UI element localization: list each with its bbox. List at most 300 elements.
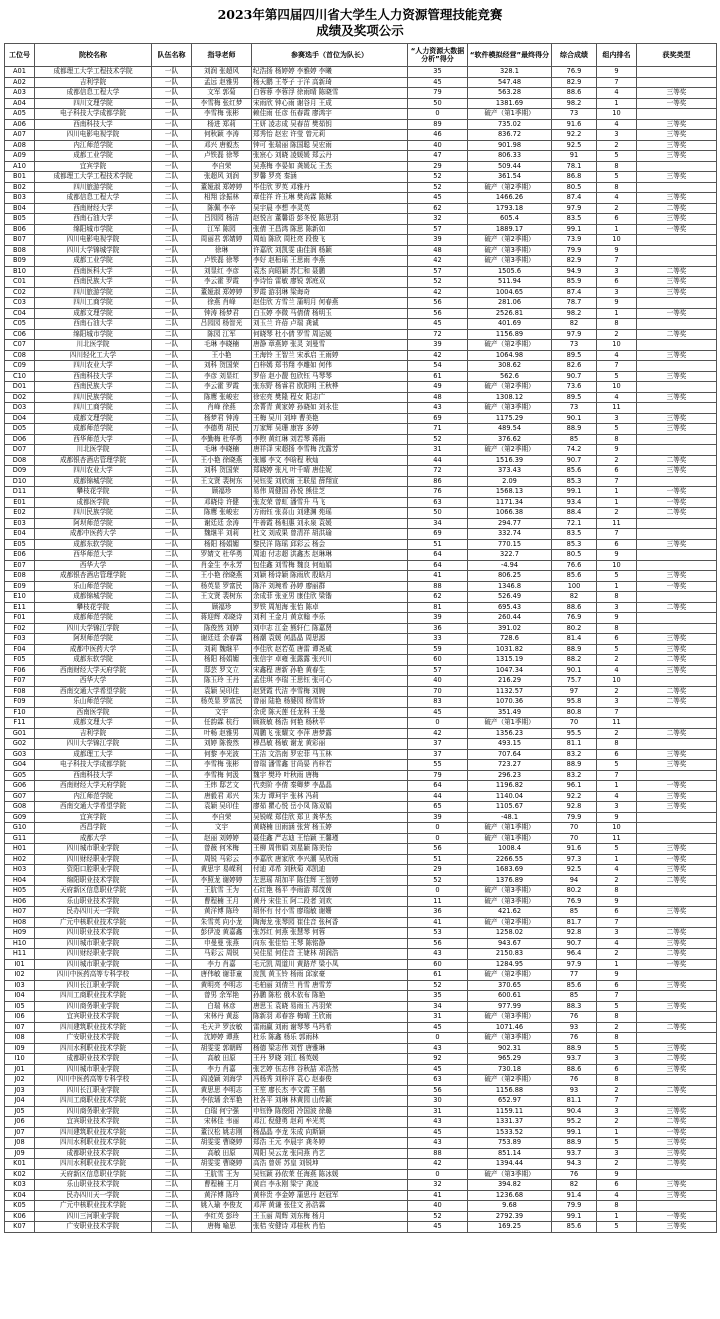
cell-col-players: 唐静 章燕婷 张灵 刘曼雪 xyxy=(252,340,408,351)
cell-col-advisor: 曹程楠 王月 xyxy=(192,1180,252,1191)
table-row xyxy=(5,1169,717,1180)
table-row xyxy=(5,245,717,256)
cell-col-team: 一队 xyxy=(152,991,192,1002)
cell-col-station: J06 xyxy=(5,1117,35,1128)
cell-col-team: 二队 xyxy=(152,256,192,267)
cell-col-award: 三等奖 xyxy=(637,193,717,204)
cell-col-sim-score: 1004.65 xyxy=(468,287,552,298)
cell-col-total: 73 xyxy=(552,109,597,120)
cell-col-players: 陈新羽 邓春容 梅晴 王欣雨 xyxy=(252,1012,408,1023)
cell-col-station: B01 xyxy=(5,172,35,183)
cell-col-hr-data-score: 92 xyxy=(408,1054,468,1065)
cell-col-players: 吴钰颖 孙依茉 任海燕 陈冰媛 xyxy=(252,1169,408,1180)
cell-col-rank: 4 xyxy=(597,392,637,403)
cell-col-station: I09 xyxy=(5,1043,35,1054)
table-row xyxy=(5,182,717,193)
cell-col-award: 三等奖 xyxy=(637,865,717,876)
table-row xyxy=(5,487,717,498)
table-row xyxy=(5,665,717,676)
cell-col-players: 顾筱敏 杨浩 何艳 杨秋平 xyxy=(252,718,408,729)
cell-col-hr-data-score: 34 xyxy=(408,1001,468,1012)
cell-col-players: 张宸心 刘晓 凌媛媛 郑云丹 xyxy=(252,151,408,162)
cell-col-sim-score: 2266.55 xyxy=(468,854,552,865)
cell-col-hr-data-score: 45 xyxy=(408,1222,468,1233)
cell-col-hr-data-score: 64 xyxy=(408,781,468,792)
cell-col-sim-score: 281.06 xyxy=(468,298,552,309)
cell-col-players: 万家辉 吴珊 康容 多婷 xyxy=(252,424,408,435)
header-col-rank: 组内排名 xyxy=(597,44,637,67)
cell-col-sim-score: 破产（第2季期） xyxy=(468,970,552,981)
cell-col-total: 90.7 xyxy=(552,938,597,949)
cell-col-players: 张娜 李文 李晗程 秋灿 xyxy=(252,455,408,466)
cell-col-station: A05 xyxy=(5,109,35,120)
cell-col-total: 76 xyxy=(552,1033,597,1044)
cell-col-rank: 4 xyxy=(597,865,637,876)
table-row xyxy=(5,203,717,214)
cell-col-players: 赖佳雨 任彦 伍春霞 廖鸿宇 xyxy=(252,109,408,120)
cell-col-total: 88.9 xyxy=(552,760,597,771)
cell-col-team: 二队 xyxy=(152,1085,192,1096)
cell-col-team: 一队 xyxy=(152,476,192,487)
table-row xyxy=(5,350,717,361)
cell-col-total: 91.6 xyxy=(552,844,597,855)
cell-col-rank: 9 xyxy=(597,970,637,981)
cell-col-station: B03 xyxy=(5,193,35,204)
cell-col-sim-score: 1070.36 xyxy=(468,697,552,708)
cell-col-hr-data-score: 49 xyxy=(408,382,468,393)
cell-col-players: 王柳 周伟娟 刘星颖 陈美怡 xyxy=(252,844,408,855)
cell-col-team: 二队 xyxy=(152,329,192,340)
cell-col-sim-score: 735.02 xyxy=(468,119,552,130)
cell-col-rank: 2 xyxy=(597,655,637,666)
cell-col-station: F05 xyxy=(5,655,35,666)
cell-col-rank: 6 xyxy=(597,634,637,645)
cell-col-team: 一队 xyxy=(152,907,192,918)
cell-col-players: 邓萍 黄谦 张佳文 孙浩霖 xyxy=(252,1201,408,1212)
cell-col-team: 二队 xyxy=(152,550,192,561)
cell-col-hr-data-score: 65 xyxy=(408,802,468,813)
cell-col-school: 西华师范大学 xyxy=(35,434,152,445)
cell-col-rank: 2 xyxy=(597,686,637,697)
cell-col-total: 99.1 xyxy=(552,224,597,235)
cell-col-total: 98.2 xyxy=(552,98,597,109)
cell-col-school: 西华大学 xyxy=(35,560,152,571)
cell-col-sim-score: 965.29 xyxy=(468,1054,552,1065)
cell-col-station: F08 xyxy=(5,686,35,697)
cell-col-advisor: 李红英 彭玲 xyxy=(192,1211,252,1222)
cell-col-award xyxy=(637,67,717,78)
cell-col-sim-score: 破产（第1季期） xyxy=(468,833,552,844)
cell-col-school: 绵阳城市学院 xyxy=(35,224,152,235)
cell-col-sim-score: 2.09 xyxy=(468,476,552,487)
cell-col-school: 成都锦城学院 xyxy=(35,476,152,487)
cell-col-team: 一队 xyxy=(152,623,192,634)
cell-col-sim-score: 1140.04 xyxy=(468,791,552,802)
cell-col-school: 成都中医药大学 xyxy=(35,529,152,540)
table-row xyxy=(5,224,717,235)
table-row xyxy=(5,749,717,760)
cell-col-rank: 6 xyxy=(597,1064,637,1075)
cell-col-advisor: 陈俊然 刘婷 xyxy=(192,623,252,634)
cell-col-station: G11 xyxy=(5,833,35,844)
cell-col-players: 付迪 邓希 刘秋菊 邓凯迪 xyxy=(252,865,408,876)
cell-col-players: 刘利 王金月 黄京翰 李乐 xyxy=(252,613,408,624)
cell-col-players: 黄启 李永刚 梁宁 龚凌 xyxy=(252,1180,408,1191)
table-row xyxy=(5,1222,717,1233)
table-row xyxy=(5,1211,717,1222)
cell-col-award xyxy=(637,518,717,529)
cell-col-hr-data-score: 0 xyxy=(408,886,468,897)
cell-col-total: 88.6 xyxy=(552,602,597,613)
cell-col-station: D09 xyxy=(5,466,35,477)
cell-col-team: 一队 xyxy=(152,88,192,99)
cell-col-rank: 9 xyxy=(597,67,637,78)
cell-col-station: H06 xyxy=(5,896,35,907)
table-row xyxy=(5,329,717,340)
cell-col-hr-data-score: 42 xyxy=(408,256,468,267)
cell-col-sim-score: 1008.4 xyxy=(468,844,552,855)
cell-col-players: 李诗怡 雷敏 廖锐 郭庭双 xyxy=(252,277,408,288)
cell-col-rank: 11 xyxy=(597,833,637,844)
cell-col-hr-data-score: 50 xyxy=(408,98,468,109)
cell-col-rank: 7 xyxy=(597,476,637,487)
cell-col-award: 一等奖 xyxy=(637,959,717,970)
cell-col-rank: 2 xyxy=(597,329,637,340)
cell-col-hr-data-score: 37 xyxy=(408,749,468,760)
cell-col-hr-data-score: 33 xyxy=(408,634,468,645)
cell-col-team: 一队 xyxy=(152,277,192,288)
table-row xyxy=(5,886,717,897)
cell-col-station: I05 xyxy=(5,1001,35,1012)
cell-col-station: E04 xyxy=(5,529,35,540)
cell-col-team: 一队 xyxy=(152,917,192,928)
cell-col-total: 93.4 xyxy=(552,497,597,508)
cell-col-rank: 4 xyxy=(597,665,637,676)
cell-col-rank: 10 xyxy=(597,676,637,687)
cell-col-rank: 2 xyxy=(597,1117,637,1128)
cell-col-hr-data-score: 44 xyxy=(408,791,468,802)
cell-col-station: E05 xyxy=(5,539,35,550)
cell-col-award: 三等奖 xyxy=(637,424,717,435)
cell-col-total: 97.9 xyxy=(552,203,597,214)
cell-col-sim-score: 509.44 xyxy=(468,161,552,172)
table-row xyxy=(5,1085,717,1096)
cell-col-award: 一等奖 xyxy=(637,98,717,109)
cell-col-station: I02 xyxy=(5,970,35,981)
cell-col-station: D04 xyxy=(5,413,35,424)
cell-col-total: 94 xyxy=(552,875,597,886)
cell-col-sim-score: 728.6 xyxy=(468,634,552,645)
document-subtitle: 成绩及奖项公示 xyxy=(316,23,404,38)
cell-col-team: 一队 xyxy=(152,686,192,697)
cell-col-total: 91.4 xyxy=(552,1190,597,1201)
cell-col-team: 一队 xyxy=(152,970,192,981)
cell-col-players: 李佳欣 赵若菟 唐雷 谭尧威 xyxy=(252,644,408,655)
cell-col-award: 三等奖 xyxy=(637,413,717,424)
cell-col-award xyxy=(637,707,717,718)
cell-col-hr-data-score: 45 xyxy=(408,1064,468,1075)
cell-col-award xyxy=(637,529,717,540)
cell-col-sim-score: 1258.02 xyxy=(468,928,552,939)
cell-col-total: 90.4 xyxy=(552,1106,597,1117)
cell-col-total: 73.9 xyxy=(552,235,597,246)
cell-col-hr-data-score: 36 xyxy=(408,907,468,918)
cell-col-total: 81.1 xyxy=(552,1096,597,1107)
cell-col-team: 二队 xyxy=(152,172,192,183)
cell-col-advisor: 董娅淑 郑婷婷 xyxy=(192,287,252,298)
cell-col-advisor: 相翔 涂振林 xyxy=(192,193,252,204)
cell-col-total: 88.9 xyxy=(552,1138,597,1149)
cell-col-team: 一队 xyxy=(152,224,192,235)
table-row xyxy=(5,854,717,865)
cell-col-station: A04 xyxy=(5,98,35,109)
cell-col-team: 二队 xyxy=(152,1096,192,1107)
header-col-total: 综合成绩 xyxy=(552,44,597,67)
cell-col-advisor: 陈佩 李辛 xyxy=(192,203,252,214)
cell-col-school: 成都大学 xyxy=(35,833,152,844)
cell-col-award: 三等奖 xyxy=(637,634,717,645)
cell-col-rank: 5 xyxy=(597,424,637,435)
cell-col-rank: 6 xyxy=(597,980,637,991)
cell-col-rank: 1 xyxy=(597,1127,637,1138)
cell-col-players: 曾丽 陆艳 杨婆园 杨雪娇 xyxy=(252,697,408,708)
cell-col-station: I06 xyxy=(5,1012,35,1023)
cell-col-players: 许嘉欣 刘凯雯 曲佳润 杨颖 xyxy=(252,245,408,256)
cell-col-sim-score: 1236.68 xyxy=(468,1190,552,1201)
cell-col-players: 王玉丽 周辉 刘东梅 杨月 xyxy=(252,1211,408,1222)
cell-col-award: 二等奖 xyxy=(637,329,717,340)
cell-col-sim-score: 332.74 xyxy=(468,529,552,540)
table-row xyxy=(5,865,717,876)
cell-col-advisor: 高敏 田原 xyxy=(192,1148,252,1159)
cell-col-total: 79.9 xyxy=(552,812,597,823)
cell-col-award: 二等奖 xyxy=(637,686,717,697)
cell-col-advisor: 谢廷廷 余涛 xyxy=(192,518,252,529)
cell-col-hr-data-score: 45 xyxy=(408,1022,468,1033)
cell-col-award: 一等奖 xyxy=(637,581,717,592)
cell-col-hr-data-score: 31 xyxy=(408,1012,468,1023)
cell-col-school: 成都银杏酒店管理学院 xyxy=(35,571,152,582)
cell-col-hr-data-score: 43 xyxy=(408,1043,468,1054)
cell-col-advisor: 姚入瑜 李俊友 xyxy=(192,1201,252,1212)
cell-col-hr-data-score: 71 xyxy=(408,424,468,435)
table-row xyxy=(5,728,717,739)
cell-col-school: 成都师范学院 xyxy=(35,424,152,435)
table-row xyxy=(5,319,717,330)
cell-col-award: 三等奖 xyxy=(637,539,717,550)
cell-col-sim-score: 破产（第2季期） xyxy=(468,340,552,351)
cell-col-award: 一等奖 xyxy=(637,854,717,865)
cell-col-rank: 3 xyxy=(597,928,637,939)
cell-col-hr-data-score: 70 xyxy=(408,686,468,697)
cell-col-sim-score: 373.43 xyxy=(468,466,552,477)
cell-col-advisor: 黄洋博 陈玲 xyxy=(192,1190,252,1201)
cell-col-award: 三等奖 xyxy=(637,938,717,949)
table-row xyxy=(5,1043,717,1054)
cell-col-station: G04 xyxy=(5,760,35,771)
cell-col-hr-data-score: 89 xyxy=(408,119,468,130)
cell-col-total: 82 xyxy=(552,592,597,603)
cell-col-total: 88.3 xyxy=(552,1001,597,1012)
cell-col-team: 一队 xyxy=(152,896,192,907)
table-row xyxy=(5,875,717,886)
cell-col-station: K07 xyxy=(5,1222,35,1233)
cell-col-rank: 1 xyxy=(597,1211,637,1222)
cell-col-station: D02 xyxy=(5,392,35,403)
cell-col-station: H02 xyxy=(5,854,35,865)
cell-col-school: 乐山职业技术学院 xyxy=(35,1180,152,1191)
cell-col-award xyxy=(637,896,717,907)
cell-col-sim-score: 9.68 xyxy=(468,1201,552,1212)
cell-col-sim-score: 695.43 xyxy=(468,602,552,613)
cell-col-hr-data-score: 52 xyxy=(408,434,468,445)
cell-col-advisor: 申曼曼 张燕 xyxy=(192,938,252,949)
cell-col-players: 李煦 黄红琳 刘若琴 蒋雨 xyxy=(252,434,408,445)
cell-col-award xyxy=(637,550,717,561)
cell-col-total: 80.5 xyxy=(552,182,597,193)
cell-col-advisor: 刘婷 陈俊然 xyxy=(192,739,252,750)
table-row xyxy=(5,119,717,130)
cell-col-team: 一队 xyxy=(152,718,192,729)
cell-col-hr-data-score: 44 xyxy=(408,455,468,466)
cell-col-team: 一队 xyxy=(152,707,192,718)
cell-col-players: 张东野 杨睿君 欧阳明 王秋桦 xyxy=(252,382,408,393)
cell-col-players: 代奕阶 李倩 秦卿梦 李晶晶 xyxy=(252,781,408,792)
cell-col-sim-score: 1505.6 xyxy=(468,266,552,277)
cell-col-school: 西昌学院 xyxy=(35,823,152,834)
cell-col-players: 张信宇 卓雍 张露露 张兴川 xyxy=(252,655,408,666)
cell-col-sim-score: 1064.98 xyxy=(468,350,552,361)
cell-col-advisor: 董汉松 姚志刚 xyxy=(192,1127,252,1138)
cell-col-team: 一队 xyxy=(152,854,192,865)
cell-col-team: 一队 xyxy=(152,340,192,351)
cell-col-school: 广元中核职业技术学院 xyxy=(35,1201,152,1212)
cell-col-advisor: 李自荣 xyxy=(192,161,252,172)
cell-col-total: 89.5 xyxy=(552,392,597,403)
cell-col-sim-score: 294.77 xyxy=(468,518,552,529)
cell-col-award xyxy=(637,245,717,256)
cell-col-total: 76 xyxy=(552,1075,597,1086)
cell-col-station: B02 xyxy=(5,182,35,193)
cell-col-total: 83.2 xyxy=(552,770,597,781)
cell-col-award xyxy=(637,833,717,844)
table-row xyxy=(5,791,717,802)
cell-col-award xyxy=(637,298,717,309)
cell-col-rank: 5 xyxy=(597,1001,637,1012)
cell-col-school: 四川中医药高等专科学校 xyxy=(35,1075,152,1086)
cell-col-award xyxy=(637,592,717,603)
cell-col-award xyxy=(637,403,717,414)
cell-col-school: 成都理工大学工程技术学院 xyxy=(35,172,152,183)
cell-col-advisor: 马彩云 周锐 xyxy=(192,949,252,960)
cell-col-rank: 8 xyxy=(597,182,637,193)
cell-col-rank: 10 xyxy=(597,823,637,834)
cell-col-school: 阿坝师范学院 xyxy=(35,518,152,529)
cell-col-total: 70 xyxy=(552,718,597,729)
cell-col-rank: 3 xyxy=(597,287,637,298)
cell-col-advisor: 白瑞 林彦 xyxy=(192,1001,252,1012)
cell-col-rank: 4 xyxy=(597,791,637,802)
cell-col-total: 83.5 xyxy=(552,529,597,540)
cell-col-sim-score: 破产（第3季期） xyxy=(468,1169,552,1180)
cell-col-players: 孙鹏 陈松 俄木依布 陈艳 xyxy=(252,991,408,1002)
cell-col-rank: 10 xyxy=(597,382,637,393)
cell-col-rank: 9 xyxy=(597,245,637,256)
cell-col-school: 四川旅游学院 xyxy=(35,182,152,193)
cell-col-award: 一等奖 xyxy=(637,224,717,235)
cell-col-station: H11 xyxy=(5,949,35,960)
cell-col-hr-data-score: 36 xyxy=(408,623,468,634)
cell-col-sim-score: 1031.82 xyxy=(468,644,552,655)
cell-col-total: 87.4 xyxy=(552,287,597,298)
cell-col-hr-data-score: 45 xyxy=(408,193,468,204)
cell-col-rank: 5 xyxy=(597,1222,637,1233)
cell-col-team: 一队 xyxy=(152,1012,192,1023)
cell-col-sim-score: 351.49 xyxy=(468,707,552,718)
cell-col-station: F04 xyxy=(5,644,35,655)
cell-col-team: 一队 xyxy=(152,497,192,508)
results-sheet xyxy=(4,7,716,1233)
cell-col-station: A09 xyxy=(5,151,35,162)
cell-col-station: G09 xyxy=(5,812,35,823)
cell-col-hr-data-score: 34 xyxy=(408,518,468,529)
cell-col-sim-score: 破产（第3季期） xyxy=(468,403,552,414)
cell-col-total: 89.5 xyxy=(552,350,597,361)
cell-col-sim-score: 1376.89 xyxy=(468,875,552,886)
cell-col-team: 一队 xyxy=(152,928,192,939)
cell-col-school: 四川民族学院 xyxy=(35,392,152,403)
cell-col-advisor: 董娅淑 郑婷婷 xyxy=(192,182,252,193)
cell-col-sim-score: 破产（第1季期） xyxy=(468,109,552,120)
cell-col-school: 四川商务职业学院 xyxy=(35,1001,152,1012)
cell-col-award: 二等奖 xyxy=(637,1022,717,1033)
cell-col-hr-data-score: 37 xyxy=(408,739,468,750)
table-row xyxy=(5,130,717,141)
cell-col-team: 一队 xyxy=(152,959,192,970)
cell-col-players: 白玉婷 李微 马倩倩 杨明玉 xyxy=(252,308,408,319)
cell-col-award: 二等奖 xyxy=(637,728,717,739)
table-body xyxy=(5,67,717,1233)
table-row xyxy=(5,896,717,907)
cell-col-hr-data-score: 64 xyxy=(408,550,468,561)
table-row xyxy=(5,1190,717,1201)
cell-col-award: 三等奖 xyxy=(637,665,717,676)
table-row xyxy=(5,193,717,204)
cell-col-school: 四川电影电视学院 xyxy=(35,235,152,246)
cell-col-award: 三等奖 xyxy=(637,287,717,298)
cell-col-sim-score: 322.7 xyxy=(468,550,552,561)
cell-col-rank: 7 xyxy=(597,77,637,88)
cell-col-station: E01 xyxy=(5,497,35,508)
cell-col-team: 二队 xyxy=(152,1222,192,1233)
cell-col-station: D06 xyxy=(5,434,35,445)
cell-col-team: 一队 xyxy=(152,214,192,225)
cell-col-players: 吴钰雯 刘欣雨 王联星 薛翔宣 xyxy=(252,476,408,487)
cell-col-rank: 10 xyxy=(597,340,637,351)
cell-col-advisor: 罗婧文 杜华勇 xyxy=(192,550,252,561)
cell-col-advisor: 曾薇 何米梅 xyxy=(192,844,252,855)
cell-col-school: 成都锦城学院 xyxy=(35,592,152,603)
table-row xyxy=(5,770,717,781)
cell-col-sim-score: 511.94 xyxy=(468,277,552,288)
cell-col-sim-score: 1394.44 xyxy=(468,1159,552,1170)
cell-col-advisor: 钟涛 杨梦君 xyxy=(192,308,252,319)
cell-col-sim-score: 1793.18 xyxy=(468,203,552,214)
cell-col-school: 四川中医药高等专科学校 xyxy=(35,970,152,981)
table-row xyxy=(5,959,717,970)
cell-col-award xyxy=(637,823,717,834)
cell-col-total: 88.4 xyxy=(552,508,597,519)
